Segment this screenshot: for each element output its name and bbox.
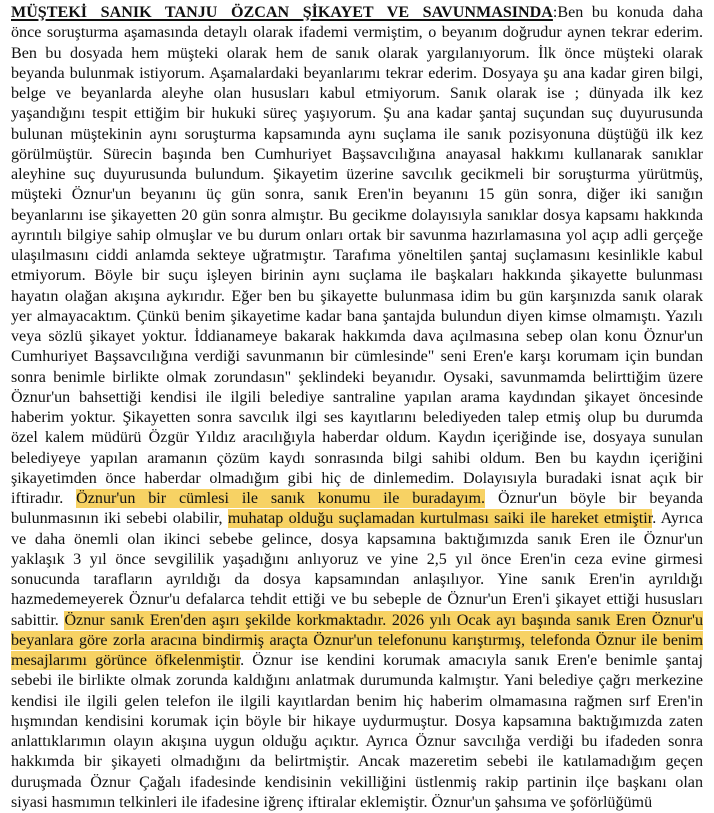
text-span: şikayetimden önce haberdar olmadığım gibi hiç de dinlemedim. Dolayısıyla buradaki isnat açık bir xyxy=(11,469,703,487)
text-line xyxy=(11,23,703,43)
text-span: hışmından kendisini korumak için böyle bir hikaye uydurmuştur. Dosya kapsamına baktığımızda zaten xyxy=(11,712,703,730)
text-span: özel kalem müdürü Özgür Yıldız aracılığıyla haberdar oldum. Kaydın içeriğinde ise, dosyaya sunulan xyxy=(11,429,703,447)
text-span: sebebi ile birlikte olmak zorunda kaldığını anlatmak durumunda kalmıştır. Yani belediye çağrı merkezine xyxy=(11,672,703,690)
text-line xyxy=(11,631,703,651)
text-span: sonra benimle birlikte olmak zorundasın" şeklindeki beyanıdır. Oysaki, savunmamda belirttiğim üzere xyxy=(11,368,703,386)
highlighted-text: Öznur sanık Eren'den aşırı şekilde korkmaktadır. 2026 yılı Ocak ayı başında sanık Eren Öznur'u xyxy=(64,611,703,629)
text-line xyxy=(11,570,703,590)
text-line xyxy=(11,44,703,64)
text-span: beyanda bulunmak istiyorum. Aşamalardaki beyanlarımı tekrar ederim. Dosyaya şu ana kadar giren bilgi, xyxy=(11,64,703,82)
text-line xyxy=(11,84,703,104)
document-heading: MÜŞTEKİ SANIK TANJU ÖZCAN ŞİKAYET VE SAVUNMASINDA xyxy=(11,4,553,21)
text-span: belge ve beyanlarda aleyhe olan hususları kabul etmiyorum. Sanık olarak ise ; dünyada ilk kez xyxy=(11,85,703,102)
text-span: aleyhine suç duyurusunda bulundum. Şikayetim üzerine savcılık gecikmeli bir soruşturma yürütmüş, xyxy=(11,166,703,183)
text-span: yaklaşık 3 yıl önce sevgililik yaşadığını anlıyoruz ve yine 2,5 yıl önce Eren'in ceza evine girmesi xyxy=(11,550,703,568)
text-span: :Ben bu konuda daha xyxy=(552,4,703,21)
text-line xyxy=(11,590,703,610)
text-span: yaşandığını tespit ettiğim bir hukuki süreç yaşıyorum. Şu ana kadar şantaj suçundan suç duyurusunda xyxy=(11,105,703,123)
text-span: hakkımda bir şikayeti olmadığını da belirtmiştir. Ancak mazeretim sebebi ile katılamadığım geçen xyxy=(11,753,703,771)
text-line xyxy=(11,64,703,84)
text-line xyxy=(11,469,703,489)
text-line xyxy=(11,651,703,671)
text-span: hazmedemeyerek Öznur'u defalarca tehdit ettiği ve bu sebeple de Öznur'un Eren'i şikayet ettiği hususları xyxy=(11,591,703,609)
text-line xyxy=(11,428,703,448)
text-line xyxy=(11,530,703,550)
text-span: etmiyorum. Böyle bir suçu işleyen birinin aynı suçlama ile başkaları hakkında şikayette bulunması xyxy=(11,267,703,285)
text-line xyxy=(11,550,703,570)
text-span: sonucunda tarafların ayrıldığı da dosya kapsamından anlaşılıyor. Yine sanık Eren'in ayrıldığı xyxy=(11,571,703,588)
text-line xyxy=(11,449,703,469)
text-line xyxy=(11,347,703,367)
text-line xyxy=(11,368,703,388)
text-line xyxy=(11,307,703,327)
text-line xyxy=(11,732,703,752)
text-span: siyasi hasmımın telkinleri ile ifadesine iğrenç iftiralar eklemiştir. Öznur'un şahsıma ve şoförlüğümü xyxy=(11,793,653,811)
text-line xyxy=(11,3,703,23)
text-span: . Öznur ise kendini korumak amacıyla sanık Eren'e benimle şantaj xyxy=(240,652,703,669)
text-line xyxy=(11,246,703,266)
text-line xyxy=(11,489,703,509)
text-span: veya sözlü şikayet yoktur. İddianameye bakarak hakkımda dava açılmasına sebep olan konu Öznur'un xyxy=(11,328,703,345)
text-line xyxy=(11,287,703,307)
text-line xyxy=(11,692,703,712)
text-span: Öznur'un böyle bir beyanda xyxy=(485,490,704,507)
highlighted-text: muhatap olduğu suçlamadan kurtulması saiki ile hareket etmiştir xyxy=(227,510,653,528)
text-span: anlattıklarımın olayın akışına uygun olduğu açıktır. Ayrıca Öznur savcılığa verdiği bu ifadeden sonra xyxy=(11,733,703,750)
text-span: Cumhuriyet Başsavcılığına verdiği savunmanın bir cümlesinde" seni Eren'e karşı korumam için bundan xyxy=(11,348,703,366)
text-line xyxy=(11,185,703,205)
highlighted-text: beyanlara göre zorla aracına bindirmiş araçta Öznur'un telefonunu karıştırmış, telefonda Öznur ile benim xyxy=(11,631,703,649)
highlighted-text: mesajlarımı görünce öfkelenmiştir xyxy=(11,652,241,669)
text-span: iftiradır. xyxy=(11,490,77,507)
text-span: beyanlarını ise şikayetten 20 gün sonra almıştır. Bu gecikme dolayısıyla sanıklar dosya kapsamı hakkında xyxy=(11,206,703,224)
text-line xyxy=(11,104,703,124)
text-line xyxy=(11,773,703,793)
text-line xyxy=(11,408,703,428)
text-line xyxy=(11,165,703,185)
text-span: ve daha önemli olan ikinci sebebe gelince, dosya kapsamına baktığımızda sanık Eren ile Öznur'un xyxy=(11,530,703,548)
text-span: müşteki Öznur'un beyanını üç gün sonra, sanık Eren'in beyanını 15 gün sonra, diğer iki sanığın xyxy=(11,186,703,204)
text-span: Öznur'un bahsettiği kendisi ile ilgili belediye santraline yapılan arama kaydından şikayet öncesinde xyxy=(11,388,703,406)
text-span: bulunmasının iki sebebi olabilir, xyxy=(11,510,228,528)
text-span: bulunan müştekinin aynı soruşturma kapsamında aynı suçlama ile sanık pozisyonuna düştüğü ilk kez xyxy=(11,125,703,143)
text-line xyxy=(11,206,703,226)
text-span: . Ayrıca xyxy=(652,510,703,528)
text-line xyxy=(11,266,703,286)
text-line xyxy=(11,712,703,732)
text-span: ulaşılmasını ciddi anlamda sekteye uğratmıştır. Tarafıma yöneltilen şantaj suçlamasını kesinlikle kabul xyxy=(11,247,703,264)
text-line xyxy=(11,752,703,772)
text-line xyxy=(11,226,703,246)
text-line xyxy=(11,327,703,347)
text-line xyxy=(11,509,703,529)
text-span: hayatın olağan akışına aykırıdır. Eğer ben bu şikayette bulunmasa idim bu gün karşınızda sanık olarak xyxy=(11,287,703,305)
text-span: kendisi ile ilgili gelen telefon ile ilgili kayıtlardan benim hiç haberim olmamasına rağmen sırf Eren'in xyxy=(11,692,703,710)
text-span: Ben bu dosyada hem müşteki olarak hem de sanık olarak yargılanıyorum. İlk önce müşteki olarak xyxy=(11,44,703,62)
text-span: önce soruşturma aşamasında detaylı olarak ifademi vermiştim, o beyanım doğrudur aynen tekrar ederim. xyxy=(11,24,703,42)
text-line xyxy=(11,793,703,813)
text-span: belediyeye yapılan aramanın çözüm kaydı sonrasında bilgi sahibi oldum. Ben bu kaydın içeriğini xyxy=(11,449,703,467)
text-span: görülmüştür. Sürecin başında ben Cumhuriyet Başsavcılığına anayasal hakkımı kullanarak sanıklar xyxy=(11,145,703,163)
text-line xyxy=(11,145,703,165)
text-span: haberim yoktur. Şikayetten sonra savcılık ilgi ses kayıtlarını belediyeden talep etmiş olup bu durumda xyxy=(11,409,703,426)
text-span: sabittir. xyxy=(11,611,65,629)
text-span: duruşmada Öznur Çağalı ifadesinde kendisinin vekilliğini üstlenmiş rakip partinin ilçe başkanı olan xyxy=(11,773,703,791)
text-span: yer almayacaktım. Çünkü benim şikayetime kadar bana şantajda bulundun diyen kimse olmamıştı. Yazılı xyxy=(11,307,703,325)
text-span: ayrıntılı bilgiye sahip olmuşlar ve bu durum onları ortak bir savunma hazırlamasına yol açıp adli gerçeğe xyxy=(11,226,703,244)
text-line xyxy=(11,611,703,631)
text-line xyxy=(11,671,703,691)
text-line xyxy=(11,125,703,145)
text-line xyxy=(11,388,703,408)
highlighted-text: Öznur'un bir cümlesi ile sanık konumu ile buradayım. xyxy=(76,490,486,507)
